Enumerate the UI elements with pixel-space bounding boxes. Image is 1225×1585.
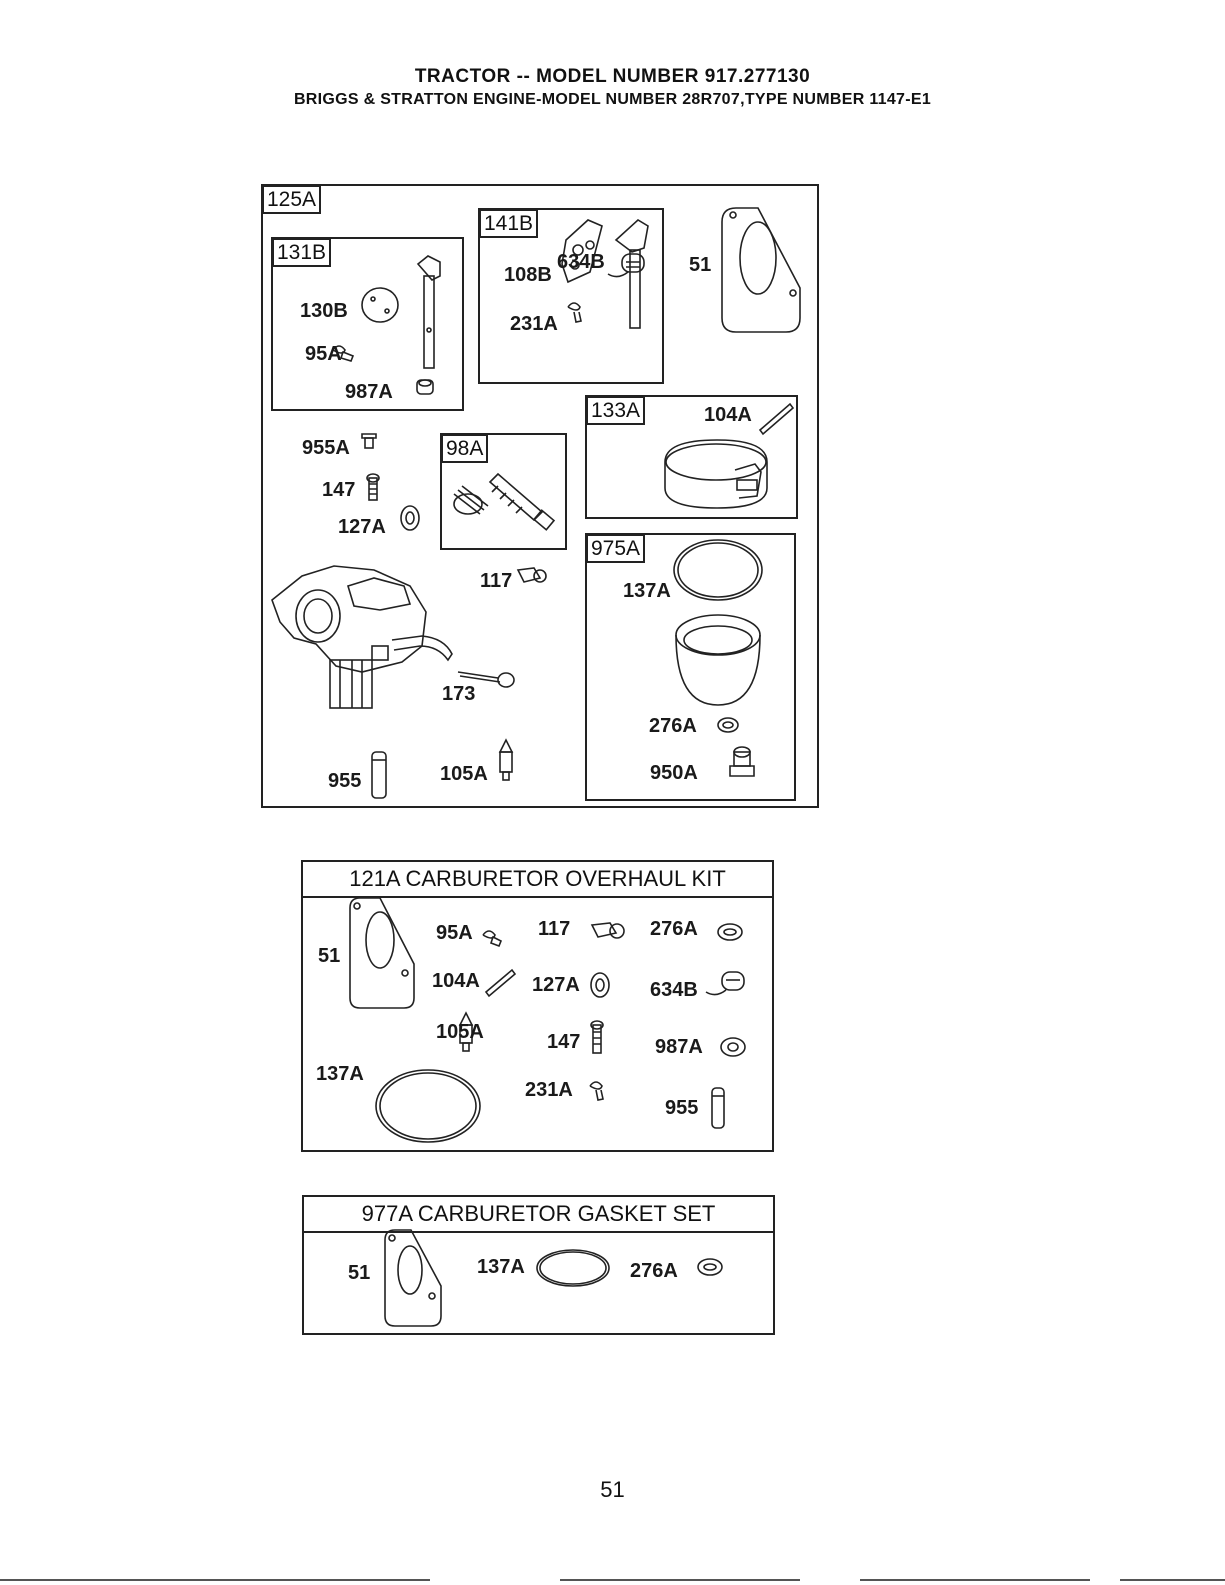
kit-label-634b: 634B: [650, 979, 698, 1001]
float-133a-drawing: [665, 440, 767, 508]
kit-label-955: 955: [665, 1097, 699, 1119]
part-label-147: 147: [322, 479, 356, 501]
kit-pin-104a-drawing: [486, 970, 515, 996]
spring-634b-drawing: [608, 254, 644, 277]
subassembly-tag-133a: 133A: [586, 396, 645, 425]
part-label-987a: 987A: [345, 381, 393, 403]
footer-rule: [1120, 1579, 1225, 1581]
float-bowl-drawing: [676, 615, 760, 705]
set-label-51: 51: [348, 1262, 371, 1284]
kit-label-987a: 987A: [655, 1036, 703, 1058]
part-label-95a: 95A: [305, 343, 342, 365]
seal-987a-drawing: [417, 380, 433, 394]
set-label-137a: 137A: [477, 1256, 525, 1278]
page-title: TRACTOR -- MODEL NUMBER 917.277130: [414, 66, 811, 87]
kit-pin-955-drawing: [712, 1088, 724, 1128]
kit-label-127a: 127A: [532, 974, 580, 996]
set-gasket-51-drawing: [385, 1230, 441, 1326]
part-label-117: 117: [480, 570, 513, 592]
set-label-276a: 276A: [630, 1260, 678, 1282]
part-label-108b: 108B: [504, 264, 552, 286]
footer-rule: [0, 1579, 430, 1581]
kit-seal-987a-drawing: [721, 1038, 745, 1056]
kit-label-105a: 105A: [436, 1021, 484, 1043]
kit-ring-137a-drawing: [376, 1070, 480, 1142]
set-washer-276a-drawing: [698, 1259, 722, 1275]
gasket-set-title: 977A CARBURETOR GASKET SET: [304, 1197, 773, 1233]
subassembly-tag-131b: 131B: [272, 238, 331, 267]
carburetor-body-drawing: [272, 566, 452, 708]
part-label-130b: 130B: [300, 300, 348, 322]
jet-117-drawing: [518, 568, 546, 582]
part-label-105a: 105A: [440, 763, 488, 785]
part-label-104a: 104A: [704, 404, 752, 426]
screw-231a-drawing: [568, 303, 581, 322]
part-label-51: 51: [689, 254, 712, 276]
part-label-950a: 950A: [650, 762, 698, 784]
kit-label-95a: 95A: [436, 922, 473, 944]
kit-gasket-51-drawing: [350, 898, 414, 1008]
screw-147-drawing: [367, 474, 379, 500]
footer-rule: [860, 1579, 1090, 1581]
washer-276a-drawing: [718, 718, 738, 732]
kit-screw-95a-drawing: [483, 931, 501, 946]
ring-137a-drawing: [674, 540, 762, 600]
part-label-127a: 127A: [338, 516, 386, 538]
assembly-tag-125a: 125A: [262, 185, 321, 214]
throttle-plate-130b-drawing: [362, 288, 398, 322]
kit-label-231a: 231A: [525, 1079, 573, 1101]
kit-label-147: 147: [547, 1031, 581, 1053]
part-label-231a: 231A: [510, 313, 558, 335]
screw-955a-drawing: [362, 434, 376, 448]
overhaul-kit-title: 121A CARBURETOR OVERHAUL KIT: [303, 862, 772, 898]
footer-rule: [560, 1579, 800, 1581]
throttle-shaft-drawing: [418, 256, 440, 368]
kit-screw-147-drawing: [591, 1021, 603, 1053]
kit-label-117: 117: [538, 918, 571, 940]
needle-105a-drawing: [500, 740, 512, 780]
subassembly-tag-98a: 98A: [441, 434, 488, 463]
kit-spring-127a-drawing: [591, 973, 609, 997]
pin-955-drawing: [372, 752, 386, 798]
kit-label-137a: 137A: [316, 1063, 364, 1085]
pin-104a-drawing: [760, 404, 793, 434]
part-label-634b: 634B: [557, 251, 605, 273]
spring-127a-drawing: [401, 506, 419, 530]
page-number: 51: [600, 1477, 625, 1502]
kit-label-104a: 104A: [432, 970, 480, 992]
part-label-955: 955: [328, 770, 362, 792]
kit-label-51: 51: [318, 945, 341, 967]
kit-screw-231a-drawing: [590, 1082, 603, 1100]
part-label-955a: 955A: [302, 437, 350, 459]
part-label-276a: 276A: [649, 715, 697, 737]
gasket-51-drawing: [722, 208, 800, 332]
choke-shaft-drawing: [616, 220, 648, 328]
part-label-137a: 137A: [623, 580, 671, 602]
idle-mixture-screw-drawing: [454, 474, 554, 530]
kit-spring-634b-drawing: [706, 972, 744, 995]
kit-label-276a: 276A: [650, 918, 698, 940]
subassembly-tag-141b: 141B: [479, 209, 538, 238]
part-label-173: 173: [442, 683, 476, 705]
subassembly-tag-975a: 975A: [586, 534, 645, 563]
kit-washer-276a-drawing: [718, 924, 742, 940]
page-subtitle: BRIGGS & STRATTON ENGINE-MODEL NUMBER 28R707,TYPE NUMBER 1147-E1: [293, 91, 932, 108]
bolt-950a-drawing: [730, 747, 754, 776]
set-ring-137a-drawing: [537, 1250, 609, 1286]
kit-jet-117-drawing: [592, 923, 624, 938]
